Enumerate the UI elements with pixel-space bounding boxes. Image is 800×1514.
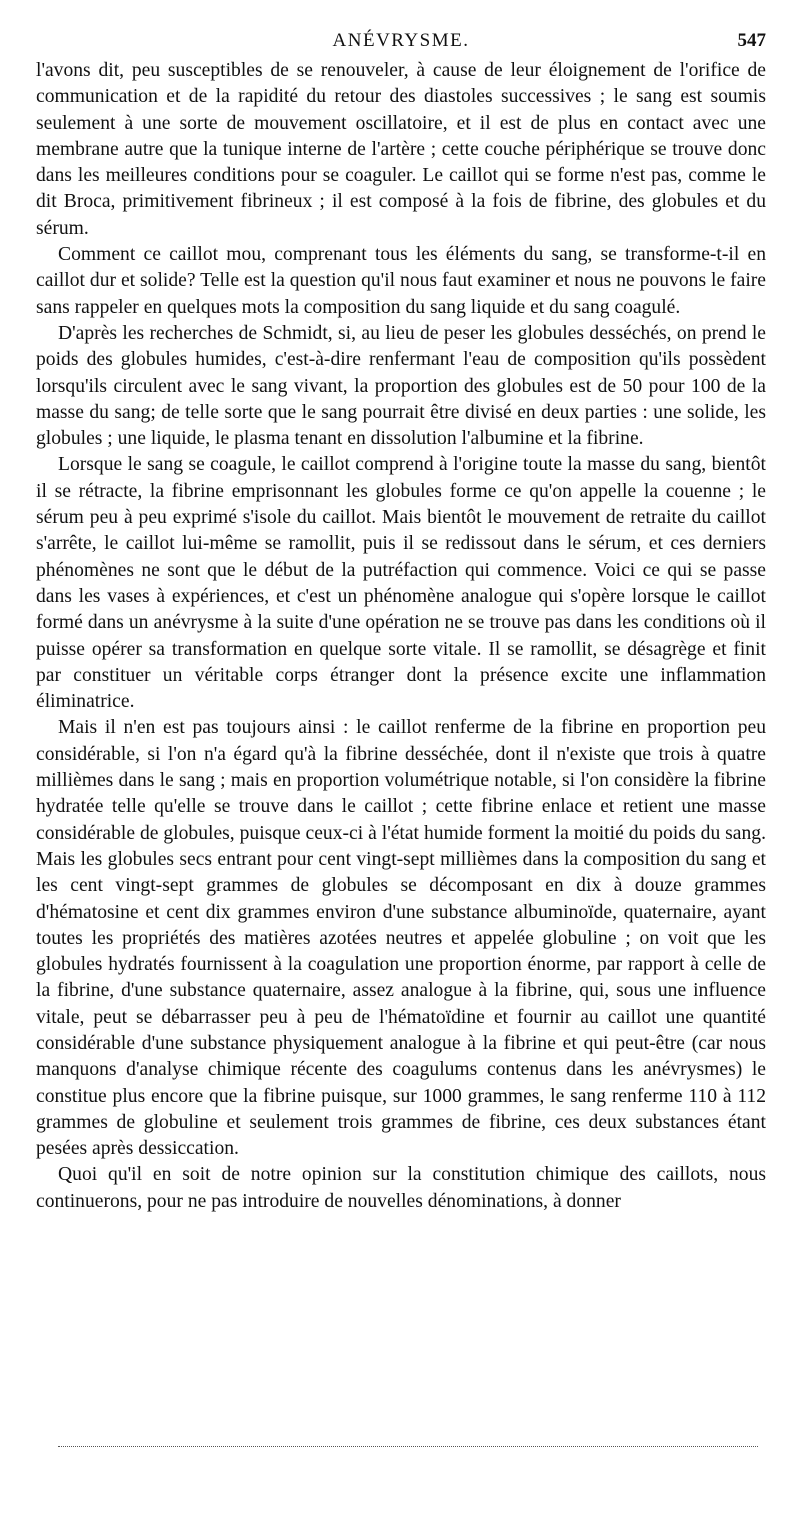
running-head xyxy=(36,30,766,58)
footer-dotted-rule xyxy=(58,1446,758,1447)
running-title: ANÉVRYSME. xyxy=(332,30,470,51)
body-text xyxy=(36,58,766,1215)
paragraph: Quoi qu'il en soit de notre opinion sur la constitution chimique des caillots, nous continuerons, pour ne pas introduire de nouvelles dénominations, à donner xyxy=(36,1164,766,1212)
paragraph: Lorsque le sang se coagule, le caillot comprend à l'origine toute la masse du sang, bientôt il se rétracte, la fibrine emprisonnant les globules forme ce qu'on appelle la couenne ; le sérum peu à peu exprimé s'isole du caillot. Mais bientôt le mouvement de retraite du caillot s'arrête, le caillot lui-même se ramollit, puis il se redissout dans le sérum, et ces derniers phénomènes ne sont que le début de la putréfaction qui commence. Voici ce qui se passe dans les vases à expériences, et c'est un phénomène analogue qui s'opère lorsque le caillot formé dans un anévrysme à la suite d'une opération ne se trouve pas dans les conditions où il puisse opérer sa transformation en quelque sorte vitale. Il se ramollit, se désagrège et finit par constituer un véritable corps étranger dont la présence excite une inflammation éliminatrice. xyxy=(36,454,766,713)
paragraph-continued: l'avons dit, peu susceptibles de se renouveler, à cause de leur éloignement de l'orifice de communication et de la rapidité du retour des diastoles successives ; le sang est soumis seulement à une sorte de mouvement oscillatoire, et il est de plus en contact avec une membrane autre que la tunique interne de l'artère ; cette couche périphérique se trouve donc dans les meilleures conditions pour se coaguler. Le caillot qui se forme n'est pas, comme le dit Broca, primitivement fibrineux ; il est composé à la fois de fibrine, des globules et du sérum. xyxy=(36,60,766,239)
paragraph: Comment ce caillot mou, comprenant tous les éléments du sang, se transforme-t-il en caillot dur et solide? Telle est la question qu'il nous faut examiner et nous ne pouvons le faire sans rappeler en quelques mots la composition du sang liquide et du sang coagulé. xyxy=(36,244,766,318)
paragraph: Mais il n'en est pas toujours ainsi : le caillot renferme de la fibrine en proportion peu considérable, si l'on n'a égard qu'à la fibrine desséchée, dont il n'existe que trois à quatre millièmes dans le sang ; mais en proportion volumétrique notable, si l'on considère la fibrine hydratée telle qu'elle se trouve dans le caillot ; cette fibrine enlace et retient une masse considérable de globules, puisque ceux-ci à l'état humide forment la moitié du poids du sang. Mais les globules secs entrant pour cent vingt-sept millièmes dans la composition du sang et les cent vingt-sept grammes de globules se décomposant en dix à douze grammes d'hématosine et cent dix grammes environ d'une substance albuminoïde, quaternaire, ayant toutes les propriétés des matières azotées neutres et appelée globuline ; on voit que les globules hydratés fournissent à la coagulation une proportion énorme, par rapport à celle de la fibrine, d'une substance quaternaire, assez analogue à la fibrine, qui, sous une influence vitale, peut se débarrasser peu à peu de l'hématoïdine et fournir au caillot une quantité considérable d'une substance physiquement analogue à la fibrine et qui peut-être (car nous manquons d'analyse chimique récente des coagulums contenus dans les anévrysmes) le constitue plus encore que la fibrine puisque, sur 1000 grammes, le sang renferme 110 à 112 grammes de globuline et seulement trois grammes de fibrine, ces deux substances étant pesées après dessiccation. xyxy=(36,717,766,1160)
book-page xyxy=(36,30,766,1215)
page-number: 547 xyxy=(737,30,766,51)
paragraph: D'après les recherches de Schmidt, si, au lieu de peser les globules desséchés, on prend le poids des globules humides, c'est-à-dire renfermant l'eau de composition qu'ils possèdent lorsqu'ils circulent avec le sang vivant, la proportion des globules est de 50 pour 100 de la masse du sang; de telle sorte que le sang pourrait être divisé en deux parties : une solide, les globules ; une liquide, le plasma tenant en dissolution l'albumine et la fibrine. xyxy=(36,322,766,450)
